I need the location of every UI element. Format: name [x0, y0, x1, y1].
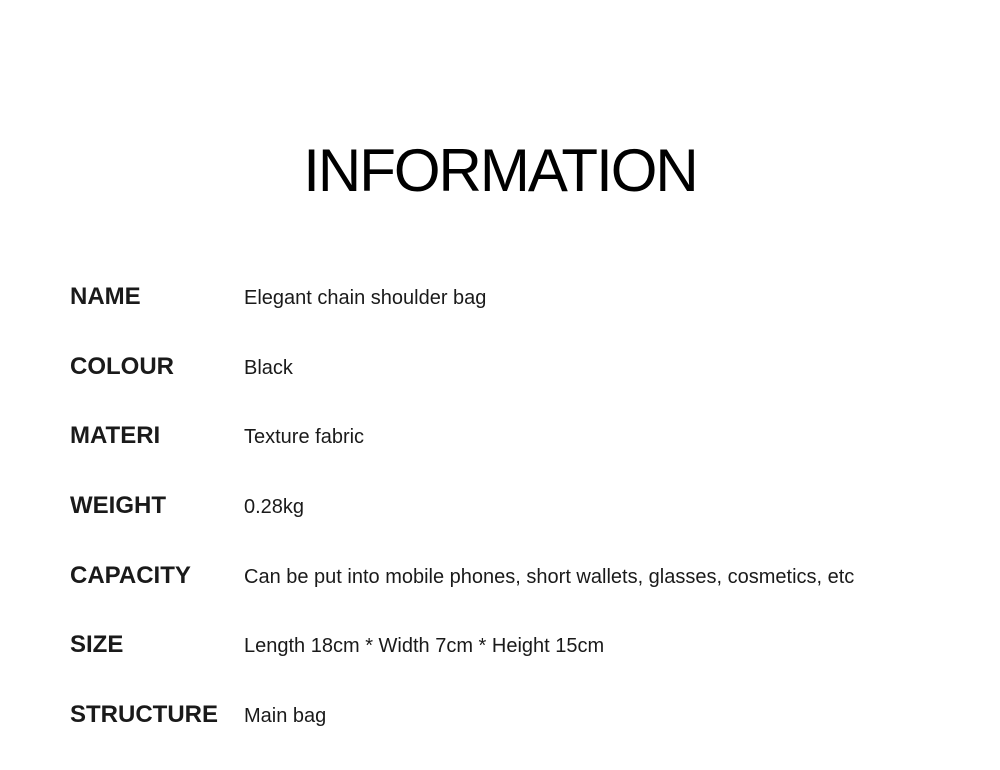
spec-row-colour: [70, 352, 970, 422]
spec-label: NAME: [70, 283, 141, 310]
spec-label: MATERI: [70, 422, 161, 450]
spec-row-size: [70, 630, 970, 700]
spec-value: Length 18cm * Width 7cm * Height 15cm: [244, 635, 605, 658]
spec-value: Can be put into mobile phones, short wallets, glasses, cosmetics, etc: [244, 565, 855, 588]
spec-row-weight: [70, 491, 970, 561]
spec-label: SIZE: [70, 631, 124, 659]
spec-row-capacity: [70, 561, 970, 631]
spec-value: 0.28kg: [244, 496, 305, 519]
spec-value: Texture fabric: [244, 426, 365, 449]
spec-label: WEIGHT: [70, 492, 166, 520]
product-spec-list: [70, 282, 970, 770]
spec-label: STRUCTURE: [70, 701, 218, 729]
spec-value: Main bag: [244, 705, 327, 728]
spec-label: COLOUR: [70, 352, 174, 380]
spec-value: Black: [244, 356, 293, 379]
spec-label: CAPACITY: [70, 561, 191, 589]
spec-value: Elegant chain shoulder bag: [244, 287, 487, 309]
page-title: INFORMATION: [303, 137, 697, 204]
spec-row-material: [70, 421, 970, 491]
spec-row-structure: [70, 700, 970, 770]
spec-row-name: [70, 282, 970, 352]
